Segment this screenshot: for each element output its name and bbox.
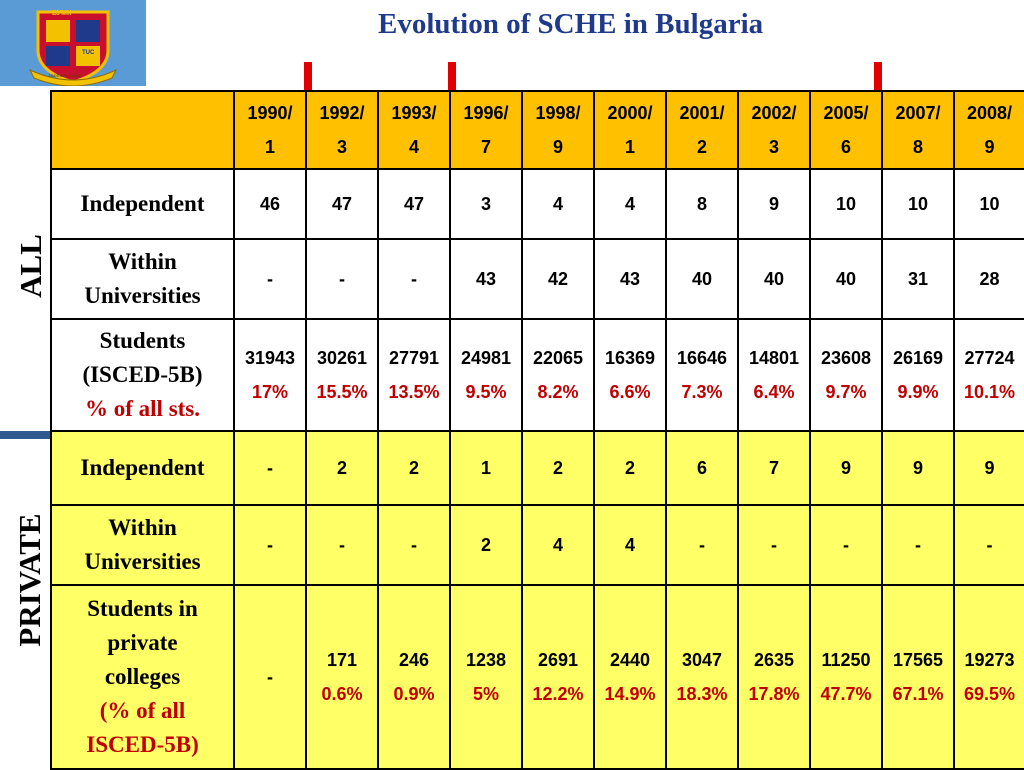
column-header: 1990/ 1 bbox=[234, 91, 306, 169]
private-independent-row bbox=[51, 431, 1024, 505]
table-cell: 27724 10.1% bbox=[954, 319, 1024, 431]
table-cell: 3 bbox=[450, 169, 522, 239]
row-label: Within Universities bbox=[51, 239, 234, 319]
table-cell: 1238 5% bbox=[450, 585, 522, 769]
table-cell: 171 0.6% bbox=[306, 585, 378, 769]
table-cell: 4 bbox=[522, 169, 594, 239]
logo-motto: Знанието е сила bbox=[48, 74, 82, 79]
table-cell: 7 bbox=[738, 431, 810, 505]
sche-table bbox=[50, 90, 1024, 770]
table-cell: 246 0.9% bbox=[378, 585, 450, 769]
table-cell: 9 bbox=[810, 431, 882, 505]
column-header: 1998/ 9 bbox=[522, 91, 594, 169]
all-within-row bbox=[51, 239, 1024, 319]
table-cell: 22065 8.2% bbox=[522, 319, 594, 431]
table-cell: - bbox=[738, 505, 810, 585]
row-label: Students in private colleges (% of all ISCED-5B) bbox=[51, 585, 234, 769]
table-cell: 10 bbox=[882, 169, 954, 239]
table-cell: 8 bbox=[666, 169, 738, 239]
table-cell: - bbox=[810, 505, 882, 585]
table-cell: 17565 67.1% bbox=[882, 585, 954, 769]
table-cell: 1 bbox=[450, 431, 522, 505]
table-cell: 2 bbox=[450, 505, 522, 585]
table-cell: 26169 9.9% bbox=[882, 319, 954, 431]
logo-text: ВУМК bbox=[52, 10, 72, 17]
logo-badge: TUC bbox=[82, 50, 95, 56]
table-cell: 16369 6.6% bbox=[594, 319, 666, 431]
column-header: 2007/ 8 bbox=[882, 91, 954, 169]
table-cell: 10 bbox=[810, 169, 882, 239]
table-cell: 40 bbox=[666, 239, 738, 319]
column-header: 2005/ 6 bbox=[810, 91, 882, 169]
private-students-row bbox=[51, 585, 1024, 769]
table-cell: 9 bbox=[738, 169, 810, 239]
table-cell: 16646 7.3% bbox=[666, 319, 738, 431]
table-cell: 14801 6.4% bbox=[738, 319, 810, 431]
section-divider bbox=[0, 431, 50, 439]
table-cell: - bbox=[234, 431, 306, 505]
table-cell: - bbox=[234, 505, 306, 585]
table-cell: 27791 13.5% bbox=[378, 319, 450, 431]
private-section-label: PRIVATE bbox=[12, 513, 47, 647]
table-cell: 43 bbox=[450, 239, 522, 319]
all-students-row bbox=[51, 319, 1024, 431]
table-cell: 46 bbox=[234, 169, 306, 239]
table-cell: 31 bbox=[882, 239, 954, 319]
table-cell: 47 bbox=[306, 169, 378, 239]
all-section-label: ALL bbox=[13, 234, 48, 298]
column-header: 2002/ 3 bbox=[738, 91, 810, 169]
table-cell: - bbox=[234, 585, 306, 769]
table-cell: 4 bbox=[594, 169, 666, 239]
column-header: 2001/ 2 bbox=[666, 91, 738, 169]
table-cell: - bbox=[234, 239, 306, 319]
column-header: 2008/ 9 bbox=[954, 91, 1024, 169]
table-cell: 24981 9.5% bbox=[450, 319, 522, 431]
table-cell: 43 bbox=[594, 239, 666, 319]
column-header: 2000/ 1 bbox=[594, 91, 666, 169]
university-logo bbox=[0, 0, 146, 86]
all-independent-row bbox=[51, 169, 1024, 239]
table-cell: 2691 12.2% bbox=[522, 585, 594, 769]
table-cell: - bbox=[882, 505, 954, 585]
table-cell: 2440 14.9% bbox=[594, 585, 666, 769]
row-label: Students (ISCED-5B) % of all sts. bbox=[51, 319, 234, 431]
table-cell: 4 bbox=[522, 505, 594, 585]
header-row bbox=[51, 91, 1024, 169]
table-cell: 47 bbox=[378, 169, 450, 239]
header-corner bbox=[51, 91, 234, 169]
table-cell: 9 bbox=[882, 431, 954, 505]
table-cell: 3047 18.3% bbox=[666, 585, 738, 769]
table-cell: 30261 15.5% bbox=[306, 319, 378, 431]
row-label: Within Universities bbox=[51, 505, 234, 585]
table-cell: - bbox=[306, 239, 378, 319]
table-cell: 40 bbox=[738, 239, 810, 319]
column-header: 1992/ 3 bbox=[306, 91, 378, 169]
table-cell: 2 bbox=[594, 431, 666, 505]
table-cell: 40 bbox=[810, 239, 882, 319]
table-cell: 2 bbox=[378, 431, 450, 505]
table-cell: - bbox=[378, 505, 450, 585]
table-cell: 11250 47.7% bbox=[810, 585, 882, 769]
column-header: 1996/ 7 bbox=[450, 91, 522, 169]
table-cell: 42 bbox=[522, 239, 594, 319]
table-cell: 9 bbox=[954, 431, 1024, 505]
private-within-row bbox=[51, 505, 1024, 585]
column-header: 1993/ 4 bbox=[378, 91, 450, 169]
table-cell: 4 bbox=[594, 505, 666, 585]
table-cell: 6 bbox=[666, 431, 738, 505]
table-cell: 2 bbox=[522, 431, 594, 505]
row-label: Independent bbox=[51, 431, 234, 505]
row-label: Independent bbox=[51, 169, 234, 239]
table-cell: 19273 69.5% bbox=[954, 585, 1024, 769]
table-cell: 2 bbox=[306, 431, 378, 505]
page-title: Evolution of SCHE in Bulgaria bbox=[378, 8, 764, 40]
table-cell: 2635 17.8% bbox=[738, 585, 810, 769]
table-cell: - bbox=[954, 505, 1024, 585]
table-cell: 28 bbox=[954, 239, 1024, 319]
table-cell: - bbox=[306, 505, 378, 585]
table-cell: 31943 17% bbox=[234, 319, 306, 431]
table-cell: 23608 9.7% bbox=[810, 319, 882, 431]
table-cell: - bbox=[666, 505, 738, 585]
table-cell: - bbox=[378, 239, 450, 319]
table-cell: 10 bbox=[954, 169, 1024, 239]
